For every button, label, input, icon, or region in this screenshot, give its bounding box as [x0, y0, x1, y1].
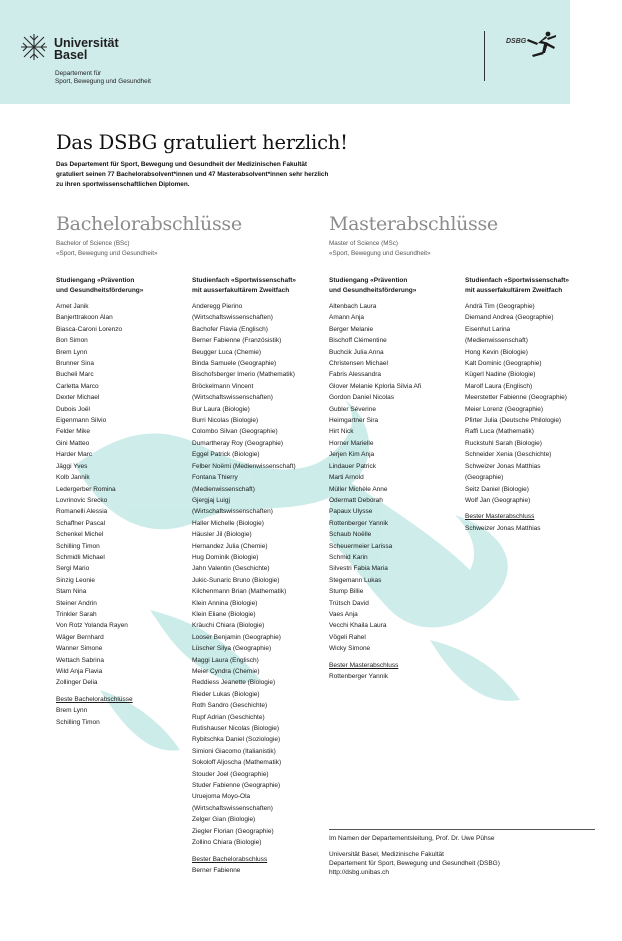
graduate-name: Rupf Adrian (Geschichte): [192, 713, 265, 721]
graduate-name: Vecchi Khaila Laura: [329, 622, 387, 630]
graduate-name: Raffi Luca (Mathematik): [465, 428, 534, 436]
master-sportwissenschaft-column: [465, 276, 569, 534]
graduate-name: Rybitschka Daniel (Soziologie): [192, 736, 281, 744]
column-heading-line: Studiengang «Prävention: [329, 277, 408, 284]
graduate-name: Carletta Marco: [56, 382, 99, 390]
graduate-name: Andrä Tim (Geographie): [465, 303, 535, 310]
graduate-name: Eigenmann Silvio: [56, 417, 107, 425]
graduate-name: Roth Sandro (Geschichte): [192, 702, 268, 710]
graduate-name: Trütsch David: [329, 599, 369, 607]
graduate-name: Berner Fabienne (Französistik): [192, 337, 282, 345]
graduate-name: Hong Kevin (Biologie): [465, 348, 528, 356]
graduate-name: Gordon Daniel Nicolas: [329, 394, 395, 402]
graduate-name: (Medienwissenschaft): [465, 337, 528, 345]
graduate-name: Schneider Xenia (Geschichte): [465, 451, 552, 459]
graduate-name: Kalt Dominic (Geographie): [465, 360, 542, 368]
graduate-name: Rottenberger Yannik: [329, 519, 389, 527]
graduate-name: (Wirtschaftswissenschaften): [192, 314, 273, 322]
graduate-name: Gjergjaj Luigj: [192, 496, 230, 504]
graduate-name: Schilling Timon: [56, 542, 100, 550]
dsbg-label: DSBG: [506, 38, 527, 45]
graduate-name: Stouder Joel (Geographie): [192, 770, 269, 778]
graduate-name: Looser Benjamin (Geographie): [192, 633, 281, 641]
bachelor-praevention-column: [56, 276, 143, 728]
graduate-name: Bröckelmann Vincent: [192, 382, 254, 390]
graduate-name: Vaes Anja: [329, 610, 358, 618]
footer-line: Universität Basel, Medizinische Fakultät: [329, 851, 444, 858]
bachelor-program: «Sport, Bewegung und Gesundheit»: [56, 249, 158, 257]
column-heading-line: Studienfach «Sportwissenschaft»: [192, 277, 297, 284]
graduate-name: Hug Dominik (Biologie): [192, 553, 259, 561]
graduate-name: Ledergerber Romina: [56, 485, 116, 493]
best-degree-label: Bester Masterabschluss: [329, 661, 399, 669]
graduate-name: Fontana Thierry: [192, 474, 238, 482]
footer-spacer: [329, 843, 500, 850]
graduate-name: Hernandez Julia (Chemie): [192, 542, 268, 550]
graduate-name: Binda Samuele (Geographie): [192, 360, 277, 368]
graduate-name: Glover Melanie Kplorla Silvia Afi: [329, 382, 422, 390]
graduate-name: Wild Anja Flavia: [56, 668, 103, 675]
footer-link[interactable]: http://dsbg.unibas.ch: [329, 869, 389, 876]
graduate-name: Felber Noëmi (Medienwissenschaft): [192, 462, 296, 470]
graduate-name: Dexter Michael: [56, 394, 100, 402]
graduate-name: Kilchenmann Brian (Mathematik): [192, 588, 287, 596]
graduate-name: Sokoloff Aljoscha (Mathematik): [192, 759, 282, 767]
column-heading-line: Studiengang «Prävention: [56, 277, 135, 284]
graduate-name: Altenbach Laura: [329, 303, 377, 310]
master-degree: Master of Science (MSc): [329, 240, 398, 247]
graduate-name: Eggel Patrick (Biologie): [192, 451, 260, 459]
graduate-name: Jerjen Kim Anja: [329, 451, 375, 459]
graduate-name: Lüscher Silya (Geographie): [192, 645, 272, 653]
graduate-name: Haller Michelle (Biologie): [192, 519, 264, 527]
graduate-name: Jahn Valentin (Geschichte): [192, 565, 270, 573]
graduate-name: Odermatt Deborah: [329, 496, 383, 504]
graduate-name: Simioni Giacomo (Italianistik): [192, 747, 276, 755]
graduate-name: Romanelli Alessia: [56, 508, 108, 516]
graduate-name: Hirt Nick: [329, 428, 354, 436]
master-section-title: Masterabschlüsse: [329, 213, 498, 235]
footer-line: Departement für Sport, Bewegung und Gesundheit (DSBG): [329, 860, 500, 867]
graduate-name: Bucheli Marc: [56, 371, 94, 379]
graduate-name: Reddiess Jeanette (Biologie): [192, 679, 276, 687]
graduate-name: Scheuermeier Larissa: [329, 542, 393, 550]
graduate-name: Dubois Joël: [56, 405, 90, 413]
graduate-name: Kügerl Nadine (Biologie): [465, 371, 536, 379]
bachelor-section-subtitle: [56, 239, 158, 258]
graduate-name: Ziegler Florian (Geographie): [192, 827, 274, 835]
graduate-name: Beugger Luca (Chemie): [192, 348, 262, 356]
graduate-name: Zollino Chiara (Biologie): [192, 839, 262, 847]
department-line1: Departement für: [55, 70, 102, 77]
graduate-name: Harder Marc: [56, 451, 93, 459]
best-graduate-name: Brem Lynn: [56, 707, 88, 715]
graduate-name: Brunner Sina: [56, 360, 94, 368]
university-name-line1: Universität: [54, 36, 119, 50]
graduate-name: Jäggi Yves: [56, 462, 88, 470]
graduate-name: Amann Anja: [329, 314, 365, 322]
graduate-name: Stump Billie: [329, 588, 364, 596]
graduate-name: Müller Michèle Anne: [329, 485, 388, 493]
graduate-name: Silvestri Fabia Maria: [329, 565, 388, 573]
column-heading-line: und Gesundheitsförderung»: [56, 286, 144, 294]
graduate-name: Trinkler Sarah: [56, 610, 97, 618]
graduate-name: (Wirtschaftswissenschaften): [192, 394, 273, 402]
graduate-name: Berger Melanie: [329, 325, 374, 333]
page-title: Das DSBG gratuliert herzlich!: [56, 131, 348, 154]
column-heading: [329, 276, 421, 295]
graduate-name: Pfirter Julia (Deutsche Philologie): [465, 417, 562, 425]
graduate-name: Wettach Sabrina: [56, 656, 104, 664]
graduate-name: (Medienwissenschaft): [192, 485, 255, 493]
intro-text: [56, 160, 328, 190]
graduate-name: Meerstetter Fabienne (Geographie): [465, 394, 567, 402]
best-graduate-name: Berner Fabienne: [192, 866, 241, 874]
graduate-name: Fabris Alessandra: [329, 371, 382, 379]
column-heading: [56, 276, 143, 295]
graduate-name: Studer Fabienne (Geographie): [192, 782, 281, 790]
graduate-name: Bon Simon: [56, 337, 88, 345]
graduate-name: Biasca-Caroni Lorenzo: [56, 325, 123, 333]
best-degree-label: Bester Bachelorabschluss: [192, 855, 268, 863]
graduate-name: Wolf Jan (Geographie): [465, 496, 531, 504]
graduate-name: Klein Eliane (Biologie): [192, 610, 256, 618]
best-degree-label: Bester Masterabschluss: [465, 513, 535, 521]
university-name-line2: Basel: [54, 48, 88, 62]
graduate-name: Zelger Gian (Biologie): [192, 816, 256, 824]
graduate-name: Marti Arnold: [329, 474, 364, 482]
graduate-name: Häusler Jil (Biologie): [192, 531, 252, 539]
graduate-name: Wanner Simone: [56, 645, 103, 653]
graduate-name: Kolb Jannik: [56, 474, 90, 482]
graduate-name: Dumartheray Roy (Geographie): [192, 439, 284, 447]
graduate-name: Wicky Simone: [329, 645, 371, 653]
column-heading-line: mit ausserfakultärem Zweitfach: [192, 286, 290, 294]
graduate-name: Banjerttrakoon Alan: [56, 314, 113, 322]
graduate-name: Schweizer Jonas Matthias: [465, 462, 541, 470]
graduate-name: Schenkel Michel: [56, 531, 104, 539]
graduate-name: Meier Cyndra (Chemie): [192, 668, 260, 675]
footer-divider: [329, 829, 595, 830]
graduate-name: Vögeli Rahel: [329, 633, 366, 641]
graduate-name: Horner Marielle: [329, 439, 374, 447]
intro-line: Das Departement für Sport, Bewegung und Gesundheit der Medizinischen Fakultät: [56, 161, 308, 168]
graduate-name: (Wirtschaftswissenschaften): [192, 804, 273, 812]
graduate-name: Eisenhut Larina: [465, 325, 511, 333]
graduate-name: Arnet Janik: [56, 303, 89, 310]
column-heading: [192, 276, 296, 295]
graduate-name: Brem Lynn: [56, 348, 88, 356]
graduate-name: Diemand Andrea (Geographie): [465, 314, 554, 322]
graduate-name: Stam Nina: [56, 588, 87, 596]
graduate-name: Sergi Mario: [56, 565, 90, 573]
graduate-name: Seitz Daniel (Biologie): [465, 485, 529, 493]
graduate-name: Bachofer Flavia (Englisch): [192, 325, 268, 333]
graduate-name: (Wirtschaftswissenschaften): [192, 508, 273, 516]
best-degree-label: Beste Bachelorabschlüsse: [56, 695, 133, 703]
graduate-name: Buchcik Julia Anna: [329, 348, 384, 356]
graduate-name: Gini Matteo: [56, 439, 90, 447]
best-graduate-name: Schilling Timon: [56, 718, 100, 726]
graduate-name: Stegemann Lukas: [329, 576, 382, 584]
intro-line: zu ihren sportwissenschaftlichen Diplomen.: [56, 181, 190, 188]
best-graduate-name: Rottenberger Yannik: [329, 673, 389, 680]
graduate-name: Bur Laura (Biologie): [192, 405, 250, 413]
column-heading-line: Studienfach «Sportwissenschaft»: [465, 277, 570, 284]
graduate-name: Uruejoma Moyo-Ola: [192, 793, 251, 801]
graduate-name: Klein Annina (Biologie): [192, 599, 258, 607]
department-line2: Sport, Bewegung und Gesundheit: [55, 78, 151, 85]
bachelor-degree: Bachelor of Science (BSc): [56, 240, 130, 247]
graduate-name: Marolf Laura (Englisch): [465, 382, 533, 390]
graduate-name: Papaux Ulysse: [329, 508, 373, 516]
graduate-name: Gubler Séverine: [329, 405, 376, 413]
graduate-name: Steiner Andrin: [56, 599, 97, 607]
best-graduate-name: Schweizer Jonas Matthias: [465, 524, 541, 532]
footer-line: Im Namen der Departementsleitung, Prof. Dr. Uwe Pühse: [329, 835, 495, 842]
graduate-name: Ruckstuhl Sarah (Biologie): [465, 439, 542, 447]
graduate-name: Lindauer Patrick: [329, 462, 376, 470]
bachelor-sportwissenschaft-column: [192, 276, 296, 876]
graduate-name: Rieder Lukas (Biologie): [192, 690, 260, 698]
graduate-name: Colombo Silvan (Geographie): [192, 428, 278, 436]
column-heading: [465, 276, 569, 295]
graduate-name: Rutishauser Nicolas (Biologie): [192, 725, 280, 733]
graduate-name: Lovrinovic Srecko: [56, 496, 108, 504]
graduate-name: Schmid Karin: [329, 553, 368, 561]
graduate-name: Sinzig Leonie: [56, 576, 96, 584]
graduate-name: Burri Nicolas (Biologie): [192, 417, 259, 425]
master-section-subtitle: [329, 239, 431, 258]
graduate-name: Kräuchi Chiara (Biologie): [192, 622, 265, 630]
graduate-name: Felder Mike: [56, 428, 90, 436]
graduate-name: Bischoff Clémentine: [329, 337, 387, 345]
graduate-name: Heimgartner Sira: [329, 417, 379, 425]
column-heading-line: mit ausserfakultärem Zweitfach: [465, 286, 563, 294]
graduate-name: Meier Lorenz (Geographie): [465, 405, 544, 413]
intro-line: gratuliert seinen 77 Bachelorabsolvent*innen und 47 Masterabsolvent*innen sehr herzlich: [56, 171, 329, 178]
graduate-name: Maggi Laura (Englisch): [192, 656, 259, 664]
master-program: «Sport, Bewegung und Gesundheit»: [329, 249, 431, 257]
footer-signature: [329, 834, 500, 877]
master-praevention-column: [329, 276, 421, 682]
graduate-name: Schaub Noëlle: [329, 531, 372, 539]
graduate-name: Anderegg Pierino: [192, 303, 243, 310]
column-heading-line: und Gesundheitsförderung»: [329, 286, 417, 294]
graduate-name: Zollinger Delia: [56, 679, 98, 687]
bachelor-section-title: Bachelorabschlüsse: [56, 213, 242, 235]
graduate-name: Schmidli Michael: [56, 553, 105, 561]
graduate-name: (Geographie): [465, 474, 504, 482]
graduate-name: Jukic-Sunaric Bruno (Biologie): [192, 576, 280, 584]
graduate-name: Christensen Michael: [329, 360, 388, 368]
graduate-name: Wäger Bernhard: [56, 633, 104, 641]
graduate-name: Von Rotz Yolanda Rayen: [56, 622, 128, 630]
graduate-name: Bischofsberger Imerio (Mathematik): [192, 371, 295, 379]
graduate-name: Schaffner Pascal: [56, 519, 106, 527]
